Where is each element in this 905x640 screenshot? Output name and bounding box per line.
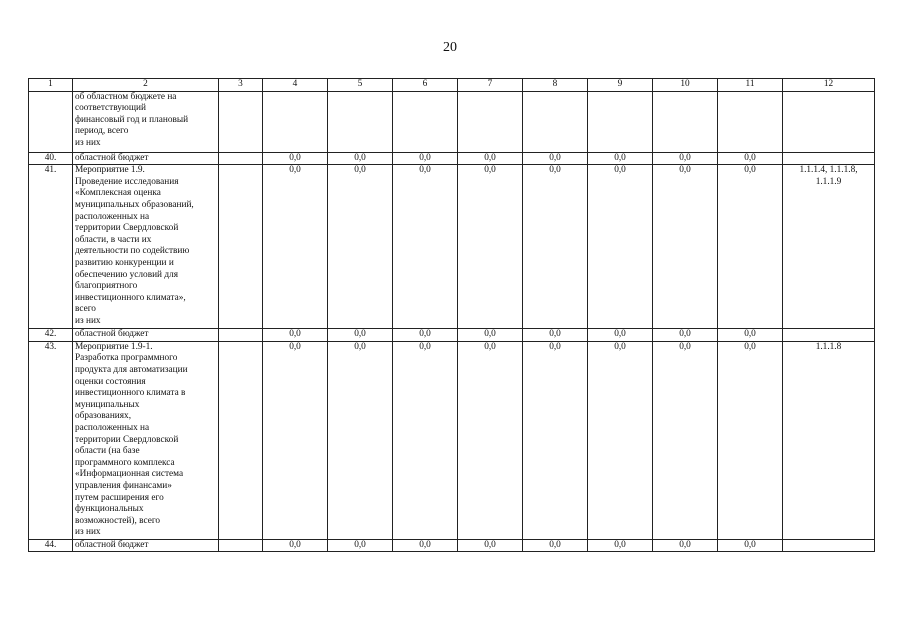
column-3-cell (219, 539, 263, 552)
value-cell: 0,0 (588, 341, 653, 539)
table-row (29, 91, 875, 152)
column-3-cell (219, 152, 263, 165)
target-indicator-cell: 1.1.1.8 (783, 341, 875, 539)
row-name-cell: Мероприятие 1.9-1. Разработка программного продукта для автоматизации оценки состояния инвестиционного климата в муниципальных образованиях, расположенных на территории Свердловской области (на базе программного комплекса «Информационная система управления финансами» путем расширения его функциональных возможностей), всего из них (73, 341, 219, 539)
column-3-cell (219, 165, 263, 329)
value-cell: 0,0 (393, 341, 458, 539)
row-number-cell (29, 91, 73, 152)
value-cell: 0,0 (588, 152, 653, 165)
value-cell: 0,0 (653, 329, 718, 342)
column-header: 7 (458, 79, 523, 92)
value-cell: 0,0 (393, 165, 458, 329)
row-number-cell: 42. (29, 329, 73, 342)
value-cell: 0,0 (393, 539, 458, 552)
target-indicator-cell (783, 329, 875, 342)
value-cell (263, 91, 328, 152)
value-cell: 0,0 (653, 152, 718, 165)
row-number-cell: 40. (29, 152, 73, 165)
column-header: 4 (263, 79, 328, 92)
row-name-cell: областной бюджет (73, 329, 219, 342)
row-number-cell: 43. (29, 341, 73, 539)
value-cell: 0,0 (458, 539, 523, 552)
row-name-cell: областной бюджет (73, 539, 219, 552)
column-header: 2 (73, 79, 219, 92)
value-cell: 0,0 (523, 539, 588, 552)
value-cell: 0,0 (458, 152, 523, 165)
value-cell: 0,0 (458, 329, 523, 342)
column-header: 3 (219, 79, 263, 92)
column-header: 5 (328, 79, 393, 92)
target-indicator-cell (783, 152, 875, 165)
value-cell: 0,0 (718, 341, 783, 539)
value-cell: 0,0 (328, 329, 393, 342)
column-3-cell (219, 329, 263, 342)
table-row (29, 165, 875, 329)
column-header: 10 (653, 79, 718, 92)
row-name-cell: областной бюджет (73, 152, 219, 165)
column-header: 12 (783, 79, 875, 92)
column-header: 6 (393, 79, 458, 92)
column-header: 9 (588, 79, 653, 92)
row-number-cell: 44. (29, 539, 73, 552)
row-number-cell: 41. (29, 165, 73, 329)
value-cell: 0,0 (653, 539, 718, 552)
value-cell: 0,0 (263, 341, 328, 539)
value-cell (718, 91, 783, 152)
table-row (29, 341, 875, 539)
value-cell: 0,0 (328, 341, 393, 539)
value-cell: 0,0 (718, 539, 783, 552)
value-cell: 0,0 (588, 165, 653, 329)
value-cell (458, 91, 523, 152)
target-indicator-cell (783, 91, 875, 152)
budget-table (28, 78, 875, 552)
value-cell: 0,0 (523, 341, 588, 539)
page-number: 20 (443, 40, 457, 55)
table-row (29, 152, 875, 165)
value-cell: 0,0 (653, 341, 718, 539)
value-cell (393, 91, 458, 152)
table-row (29, 539, 875, 552)
column-header: 11 (718, 79, 783, 92)
column-header: 1 (29, 79, 73, 92)
value-cell (523, 91, 588, 152)
value-cell: 0,0 (718, 165, 783, 329)
value-cell: 0,0 (588, 539, 653, 552)
value-cell: 0,0 (393, 152, 458, 165)
value-cell: 0,0 (263, 539, 328, 552)
column-header-row (29, 79, 875, 92)
value-cell: 0,0 (328, 152, 393, 165)
value-cell: 0,0 (458, 341, 523, 539)
table-row (29, 329, 875, 342)
value-cell (328, 91, 393, 152)
value-cell: 0,0 (393, 329, 458, 342)
value-cell: 0,0 (523, 165, 588, 329)
value-cell (588, 91, 653, 152)
target-indicator-cell (783, 539, 875, 552)
value-cell: 0,0 (718, 329, 783, 342)
value-cell: 0,0 (523, 152, 588, 165)
value-cell: 0,0 (653, 165, 718, 329)
column-3-cell (219, 341, 263, 539)
column-header: 8 (523, 79, 588, 92)
value-cell (653, 91, 718, 152)
row-name-cell: Мероприятие 1.9. Проведение исследования «Комплексная оценка муниципальных образований, расположенных на территории Свердловской области, в части их деятельности по содействию развитию конкуренции и обеспечению условий для благоприятного инвестиционного климата», всего из них (73, 165, 219, 329)
value-cell: 0,0 (588, 329, 653, 342)
row-name-cell: об областном бюджете на соответствующий финансовый год и плановый период, всего из них (73, 91, 219, 152)
column-3-cell (219, 91, 263, 152)
value-cell: 0,0 (263, 165, 328, 329)
value-cell: 0,0 (523, 329, 588, 342)
value-cell: 0,0 (263, 152, 328, 165)
target-indicator-cell: 1.1.1.4, 1.1.1.8, 1.1.1.9 (783, 165, 875, 329)
value-cell: 0,0 (718, 152, 783, 165)
value-cell: 0,0 (458, 165, 523, 329)
value-cell: 0,0 (328, 165, 393, 329)
value-cell: 0,0 (328, 539, 393, 552)
value-cell: 0,0 (263, 329, 328, 342)
